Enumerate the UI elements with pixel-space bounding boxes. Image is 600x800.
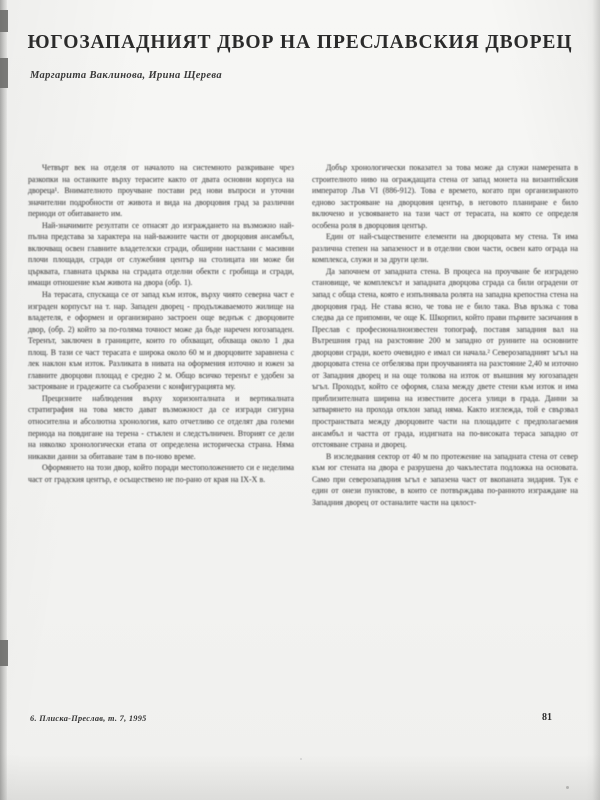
authors-byline: Маргарита Ваклинова, Ирина Щерева (30, 70, 222, 81)
paragraph: Прецизните наблюдения върху хоризонталната и вертикалната стратиграфия на това място дават възможност да се изгради сигурна относителна и абсолютна хронология, като отчетливо се отделят два големи периода на повдигане на терена - стъклен и следстълничен. Вторият се дели на няколко хронологически етапа от определена историческа страна. Няма никакви данни за обитаване там в по-ново време. (28, 393, 294, 461)
paragraph: На терасата, спускаща се от запад към изток, върху чиято северна част е изграден корпусът на т. нар. Западен дворец - продължаваемото жилище на владетеля, е оформен и организирано застроен още веднъж с дворцовите двор, (обр. 2) който за по-голяма точност може да бъде наречен югозападен. Теренът, заключен в границите, които го обхващат, обхваща около 1 дка площ. В тази се част терасата е широка около 60 м и дворцовите заравнена с лек наклон към изток. Разликата в нивата на оформения източно и южен за главните дворцови площад е средно 2 м. Общо всичко теренът е удобен за застрояване и градежите са съобразени с конфигурацията му. (28, 290, 294, 392)
paragraph: Оформянето на този двор, който поради местоположението си е неделима част от градския център, е осъществено не по-рано от края на IX-X в. (28, 463, 294, 484)
page-content (22, 0, 578, 800)
right-column (312, 162, 578, 508)
page-title: ЮГОЗАПАДНИЯТ ДВОР НА ПРЕСЛАВСКИЯ ДВОРЕЦ (27, 32, 573, 53)
left-column (28, 162, 294, 508)
page-number: 81 (542, 712, 552, 723)
paragraph: Най-значимите резултати се отнасят до изграждането на възможно най-пълна представа за характера на най-важните части от дворцовия ансамбъл, включващ освен главните владетелски сгради, обширни настлани с масивни плочи площади, сгради от служебния център на столицата ни може би църквата, главната църква на сградата отделни обекти с гробища и сгради, имащи отношение към живота на двора (обр. 1). (28, 220, 294, 288)
binding-edge (0, 0, 7, 800)
binding-notch (0, 10, 8, 32)
binding-notch (0, 640, 8, 666)
paragraph: Четвърт век на отделя от началото на системното разкриване чрез разкопки на останките върху терасите както от двата основни корпуса на двореца¹. Внимателното проучване постави ред нови въпроси и уточни значителни подробности от живота и вида на дворцовия град за различни периоди от обитаването им. (28, 163, 294, 219)
two-column-body (28, 162, 578, 508)
binding-notch (0, 58, 8, 88)
paragraph: В изследвания сектор от 40 м по протежение на западната стена от север към юг стената на двора е разрушена до чакълестата подложка на основата. Само при северозападния ъгъл е запазена част от вкопаната зидария. Тук е един от онези пунктове, в които се потвърждава по-ранното изграждане на Западния дворец от останалите части на цялост- (312, 451, 578, 507)
paragraph: Добър хронологически показател за това може да служи намерената в строителното ниво на ограждащата стена от запад монета на византийския император Лъв VI (886-912). Това е времето, когато при организираното едново застрояване на дворцовия център, в неговото планиране е било включено и усвояването на тази част от терасата, на която се определя особена роля в дворцовия център. (312, 163, 578, 230)
paragraph: Един от най-съществените елементи на дворцовата му стена. Тя има различна степен на запазеност и в отделни свои части, освен като ограда на комплекса, служи и за други цели. (312, 232, 578, 265)
page-right-edge (586, 0, 600, 800)
paragraph: Да започнем от западната стена. В процеса на проучване бе изградено становище, че комплексът и западната дворцова сграда са били оградени от запад с обща стена, която е изпълнявала ролята на западна крепостна стена на дворцовия град. Не става ясно, че това не е било така. Във връзка с това следва да се припомни, че още К. Шкорпил, който прави първите засичания в Преслав с професионалноизвестен топограф, поставя западния вал на Вътрешния град на разстояние 200 м западно от руините на основните дворцови сгради, което очевидно е имал си начала.² Северозападният ъгъл на дворцовата стена се отбелязва при проучванията на разстояние 2,40 м източно от Западния дворец и на още толкова на изток от външния му югозападен ъгъл. Проходът, който се оформя, слаза между двете стени към изток и има приблизителната ширина на известните досега улици в града. Данни за затварянето на прохода отклон запад няма. Както изглежда, той е свързвал пространствата между дворцовите части на площадите с предполагаемия ансамбъл и частта от града, издигната на по-високата тераса западно от отстояване страна и дворец. (312, 266, 578, 450)
footer-citation: 6. Плиска-Преслав, т. 7, 1995 (30, 714, 147, 723)
